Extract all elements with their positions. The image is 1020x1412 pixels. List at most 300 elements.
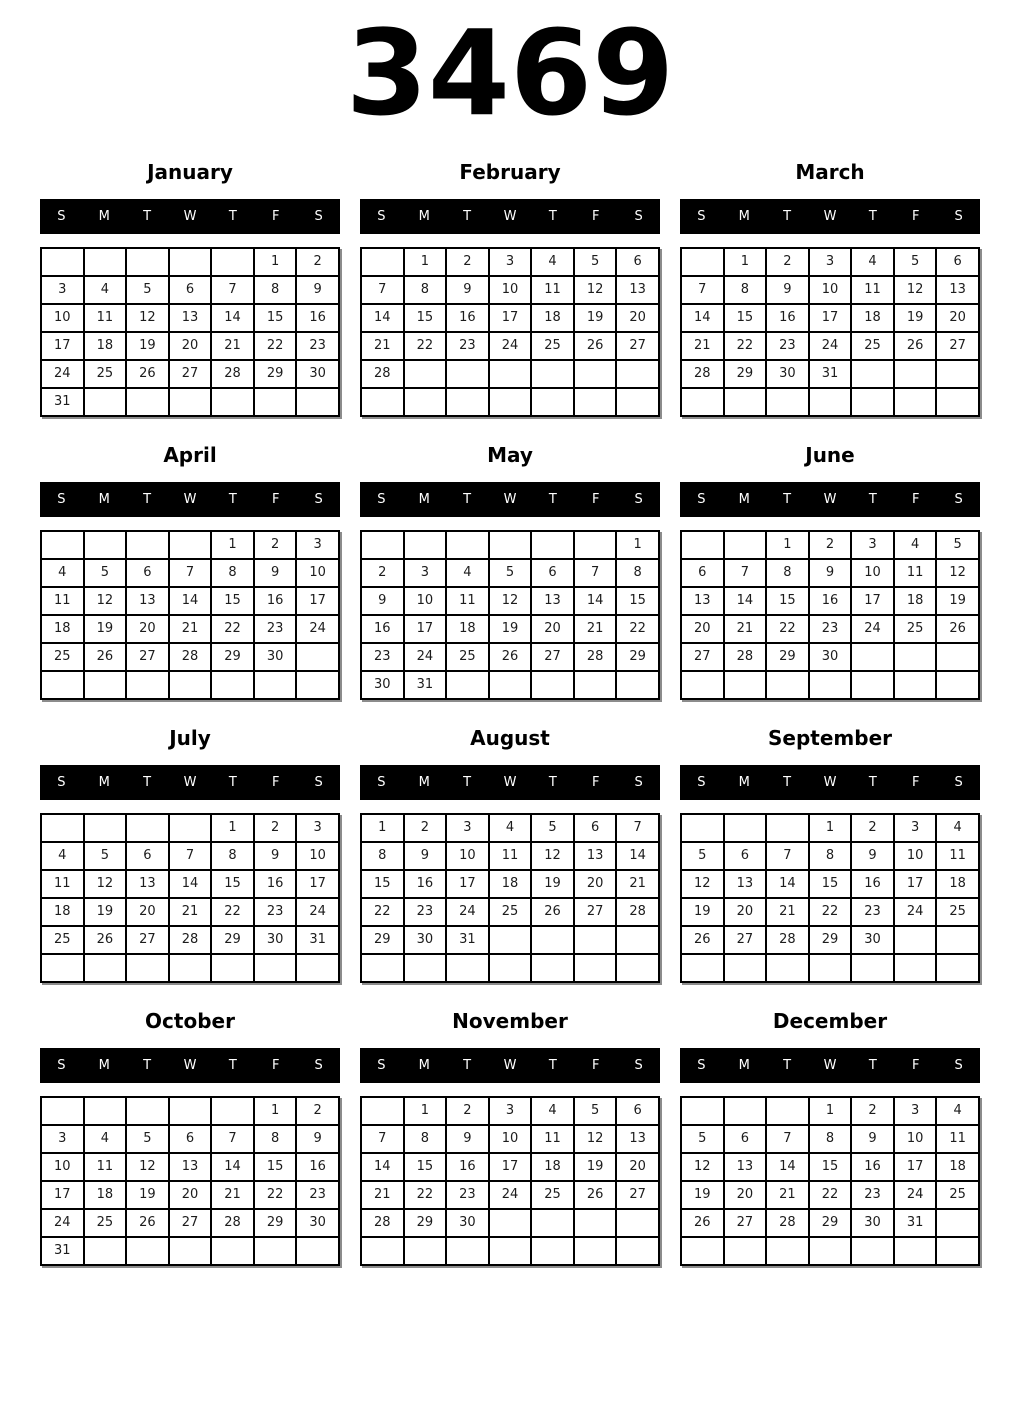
weekday-header-row: [40, 765, 340, 800]
day-cell: 26: [681, 926, 724, 954]
month-name: December: [772, 1008, 888, 1033]
week-row: [681, 954, 979, 982]
empty-day-cell: [616, 926, 659, 954]
day-cell: 24: [809, 332, 852, 360]
week-row: [361, 1125, 659, 1153]
empty-day-cell: [724, 954, 767, 982]
weekday-label: F: [911, 1057, 920, 1073]
empty-day-cell: [126, 388, 169, 416]
day-cell: 2: [446, 1097, 489, 1125]
day-cell: 1: [211, 814, 254, 842]
day-cell: 13: [936, 276, 979, 304]
empty-day-cell: [574, 926, 617, 954]
day-cell: 5: [531, 814, 574, 842]
weekday-label: M: [98, 491, 110, 507]
weekday-label: T: [783, 774, 792, 790]
day-cell: 12: [489, 587, 532, 615]
day-cell: 30: [296, 1209, 339, 1237]
day-cell: 6: [724, 842, 767, 870]
empty-day-cell: [616, 360, 659, 388]
day-cell: 11: [936, 1125, 979, 1153]
week-row: [681, 1125, 979, 1153]
day-cell: 29: [254, 1209, 297, 1237]
day-cell: 13: [126, 870, 169, 898]
day-cell: 23: [851, 1181, 894, 1209]
empty-day-cell: [574, 531, 617, 559]
day-cell: 13: [574, 842, 617, 870]
weekday-label: T: [868, 774, 877, 790]
week-row: [681, 276, 979, 304]
day-cell: 3: [489, 1097, 532, 1125]
empty-day-cell: [41, 671, 84, 699]
month-april: [40, 443, 340, 700]
day-cell: 6: [531, 559, 574, 587]
day-cell: 12: [126, 304, 169, 332]
weekday-label: T: [783, 208, 792, 224]
day-cell: 12: [574, 1125, 617, 1153]
week-row: [681, 870, 979, 898]
day-cell: 14: [681, 304, 724, 332]
day-cell: 16: [404, 870, 447, 898]
empty-day-cell: [936, 388, 979, 416]
empty-day-cell: [489, 1209, 532, 1237]
day-cell: 20: [126, 898, 169, 926]
day-cell: 1: [616, 531, 659, 559]
empty-day-cell: [361, 248, 404, 276]
day-cell: 22: [361, 898, 404, 926]
empty-day-cell: [361, 954, 404, 982]
week-row: [41, 954, 339, 982]
day-cell: 15: [809, 1153, 852, 1181]
day-cell: 29: [809, 1209, 852, 1237]
day-cell: 17: [404, 615, 447, 643]
week-row: [681, 332, 979, 360]
month-january: [40, 160, 340, 417]
month-february: [360, 160, 660, 417]
day-cell: 9: [254, 559, 297, 587]
day-cell: 6: [936, 248, 979, 276]
weekday-label: M: [418, 491, 430, 507]
weekday-label: W: [823, 1057, 837, 1073]
day-cell: 20: [724, 1181, 767, 1209]
day-cell: 3: [446, 814, 489, 842]
day-cell: 9: [361, 587, 404, 615]
empty-day-cell: [724, 671, 767, 699]
empty-day-cell: [211, 671, 254, 699]
empty-day-cell: [211, 954, 254, 982]
day-cell: 10: [296, 559, 339, 587]
empty-day-cell: [574, 360, 617, 388]
day-cell: 16: [254, 587, 297, 615]
day-cell: 9: [766, 276, 809, 304]
empty-day-cell: [894, 926, 937, 954]
empty-day-cell: [489, 360, 532, 388]
day-cell: 10: [296, 842, 339, 870]
empty-day-cell: [851, 1237, 894, 1265]
day-cell: 2: [361, 559, 404, 587]
week-row: [361, 1097, 659, 1125]
empty-day-cell: [296, 671, 339, 699]
empty-day-cell: [404, 360, 447, 388]
day-cell: 25: [936, 898, 979, 926]
week-row: [41, 531, 339, 559]
day-cell: 18: [446, 615, 489, 643]
day-cell: 26: [681, 1209, 724, 1237]
empty-day-cell: [41, 814, 84, 842]
day-cell: 25: [84, 360, 127, 388]
day-cell: 26: [936, 615, 979, 643]
weekday-label: T: [868, 491, 877, 507]
week-row: [681, 898, 979, 926]
day-cell: 19: [894, 304, 937, 332]
weekday-label: T: [783, 491, 792, 507]
day-cell: 13: [126, 587, 169, 615]
day-cell: 11: [84, 304, 127, 332]
day-cell: 22: [724, 332, 767, 360]
day-cell: 4: [894, 531, 937, 559]
day-cell: 12: [84, 870, 127, 898]
empty-day-cell: [211, 248, 254, 276]
day-cell: 6: [724, 1125, 767, 1153]
day-cell: 30: [254, 926, 297, 954]
day-cell: 12: [574, 276, 617, 304]
empty-day-cell: [84, 671, 127, 699]
empty-day-cell: [936, 954, 979, 982]
empty-day-cell: [126, 671, 169, 699]
day-cell: 29: [211, 643, 254, 671]
day-cell: 13: [681, 587, 724, 615]
day-cell: 10: [446, 842, 489, 870]
week-row: [681, 814, 979, 842]
week-row: [41, 814, 339, 842]
day-cell: 10: [894, 842, 937, 870]
day-cell: 23: [404, 898, 447, 926]
day-cell: 28: [724, 643, 767, 671]
day-cell: 18: [894, 587, 937, 615]
week-row: [681, 1097, 979, 1125]
empty-day-cell: [84, 814, 127, 842]
empty-day-cell: [211, 1237, 254, 1265]
month-day-grid: [360, 530, 660, 700]
month-day-grid: [40, 1096, 340, 1266]
day-cell: 7: [169, 842, 212, 870]
day-cell: 18: [489, 870, 532, 898]
day-cell: 28: [211, 360, 254, 388]
day-cell: 8: [766, 559, 809, 587]
week-row: [681, 842, 979, 870]
empty-day-cell: [724, 531, 767, 559]
day-cell: 16: [254, 870, 297, 898]
weekday-label: W: [183, 208, 197, 224]
empty-day-cell: [361, 1237, 404, 1265]
day-cell: 30: [361, 671, 404, 699]
day-cell: 2: [296, 1097, 339, 1125]
empty-day-cell: [766, 671, 809, 699]
day-cell: 4: [851, 248, 894, 276]
week-row: [681, 643, 979, 671]
weekday-header-row: [680, 199, 980, 234]
day-cell: 9: [296, 276, 339, 304]
week-row: [681, 1153, 979, 1181]
weekday-label: S: [634, 1057, 643, 1073]
empty-day-cell: [851, 954, 894, 982]
empty-day-cell: [936, 926, 979, 954]
empty-day-cell: [724, 388, 767, 416]
empty-day-cell: [126, 954, 169, 982]
week-row: [41, 926, 339, 954]
empty-day-cell: [126, 1097, 169, 1125]
day-cell: 14: [574, 587, 617, 615]
empty-day-cell: [766, 954, 809, 982]
day-cell: 27: [616, 1181, 659, 1209]
day-cell: 16: [851, 1153, 894, 1181]
month-name: November: [452, 1008, 568, 1033]
day-cell: 11: [894, 559, 937, 587]
weekday-label: T: [143, 208, 152, 224]
day-cell: 28: [361, 360, 404, 388]
day-cell: 23: [809, 615, 852, 643]
weekday-label: S: [697, 1057, 706, 1073]
week-row: [361, 388, 659, 416]
day-cell: 16: [296, 304, 339, 332]
weekday-label: M: [738, 491, 750, 507]
day-cell: 8: [254, 276, 297, 304]
day-cell: 19: [936, 587, 979, 615]
day-cell: 22: [809, 898, 852, 926]
empty-day-cell: [766, 1097, 809, 1125]
day-cell: 15: [404, 304, 447, 332]
day-cell: 9: [851, 842, 894, 870]
day-cell: 25: [41, 926, 84, 954]
week-row: [361, 671, 659, 699]
day-cell: 17: [296, 587, 339, 615]
empty-day-cell: [809, 1237, 852, 1265]
day-cell: 28: [766, 926, 809, 954]
weekday-label: W: [823, 208, 837, 224]
day-cell: 13: [724, 1153, 767, 1181]
day-cell: 8: [254, 1125, 297, 1153]
weekday-label: T: [548, 208, 557, 224]
day-cell: 21: [211, 1181, 254, 1209]
day-cell: 10: [41, 304, 84, 332]
day-cell: 16: [446, 304, 489, 332]
day-cell: 1: [809, 1097, 852, 1125]
empty-day-cell: [41, 248, 84, 276]
empty-day-cell: [446, 360, 489, 388]
day-cell: 19: [681, 898, 724, 926]
day-cell: 19: [84, 615, 127, 643]
weekday-label: T: [548, 774, 557, 790]
day-cell: 20: [616, 304, 659, 332]
month-june: [680, 443, 980, 700]
day-cell: 20: [126, 615, 169, 643]
empty-day-cell: [84, 954, 127, 982]
day-cell: 7: [681, 276, 724, 304]
day-cell: 6: [169, 1125, 212, 1153]
empty-day-cell: [446, 388, 489, 416]
month-july: [40, 726, 340, 983]
week-row: [361, 332, 659, 360]
day-cell: 13: [616, 276, 659, 304]
day-cell: 13: [169, 1153, 212, 1181]
week-row: [41, 1153, 339, 1181]
month-day-grid: [680, 813, 980, 983]
empty-day-cell: [574, 1209, 617, 1237]
week-row: [41, 248, 339, 276]
day-cell: 3: [809, 248, 852, 276]
day-cell: 22: [404, 1181, 447, 1209]
day-cell: 13: [169, 304, 212, 332]
day-cell: 14: [724, 587, 767, 615]
day-cell: 7: [361, 276, 404, 304]
day-cell: 2: [254, 531, 297, 559]
day-cell: 21: [681, 332, 724, 360]
month-name: September: [768, 725, 892, 750]
day-cell: 7: [766, 842, 809, 870]
weekday-label: S: [954, 208, 963, 224]
week-row: [361, 814, 659, 842]
month-day-grid: [40, 247, 340, 417]
day-cell: 18: [84, 1181, 127, 1209]
day-cell: 31: [296, 926, 339, 954]
day-cell: 1: [766, 531, 809, 559]
empty-day-cell: [809, 388, 852, 416]
week-row: [41, 587, 339, 615]
weekday-label: F: [591, 208, 600, 224]
day-cell: 16: [296, 1153, 339, 1181]
day-cell: 7: [361, 1125, 404, 1153]
empty-day-cell: [531, 388, 574, 416]
day-cell: 3: [404, 559, 447, 587]
day-cell: 5: [126, 1125, 169, 1153]
weekday-label: F: [911, 774, 920, 790]
day-cell: 28: [681, 360, 724, 388]
day-cell: 17: [489, 304, 532, 332]
weekday-label: T: [548, 1057, 557, 1073]
day-cell: 5: [681, 842, 724, 870]
day-cell: 4: [84, 276, 127, 304]
day-cell: 2: [766, 248, 809, 276]
week-row: [361, 1181, 659, 1209]
day-cell: 24: [894, 898, 937, 926]
day-cell: 6: [616, 1097, 659, 1125]
day-cell: 23: [296, 332, 339, 360]
day-cell: 7: [616, 814, 659, 842]
empty-day-cell: [531, 1209, 574, 1237]
week-row: [361, 1153, 659, 1181]
empty-day-cell: [851, 388, 894, 416]
empty-day-cell: [296, 954, 339, 982]
year-title: 3469: [345, 4, 675, 142]
weekday-label: S: [314, 1057, 323, 1073]
empty-day-cell: [681, 1097, 724, 1125]
day-cell: 18: [41, 898, 84, 926]
day-cell: 9: [404, 842, 447, 870]
weekday-label: S: [954, 774, 963, 790]
day-cell: 26: [894, 332, 937, 360]
day-cell: 26: [574, 332, 617, 360]
weekday-label: S: [634, 491, 643, 507]
day-cell: 17: [446, 870, 489, 898]
day-cell: 3: [41, 276, 84, 304]
empty-day-cell: [41, 531, 84, 559]
day-cell: 29: [361, 926, 404, 954]
day-cell: 21: [616, 870, 659, 898]
day-cell: 21: [169, 615, 212, 643]
week-row: [41, 671, 339, 699]
weekday-label: F: [271, 1057, 280, 1073]
day-cell: 28: [211, 1209, 254, 1237]
empty-day-cell: [489, 926, 532, 954]
day-cell: 20: [169, 1181, 212, 1209]
day-cell: 31: [41, 1237, 84, 1265]
day-cell: 22: [404, 332, 447, 360]
week-row: [681, 671, 979, 699]
day-cell: 15: [361, 870, 404, 898]
day-cell: 6: [574, 814, 617, 842]
day-cell: 9: [446, 1125, 489, 1153]
empty-day-cell: [489, 1237, 532, 1265]
empty-day-cell: [126, 1237, 169, 1265]
day-cell: 28: [169, 643, 212, 671]
weekday-label: T: [783, 1057, 792, 1073]
day-cell: 16: [851, 870, 894, 898]
month-name: January: [147, 159, 233, 184]
day-cell: 2: [254, 814, 297, 842]
day-cell: 14: [766, 870, 809, 898]
week-row: [41, 1097, 339, 1125]
week-row: [361, 1237, 659, 1265]
week-row: [361, 559, 659, 587]
month-day-grid: [360, 247, 660, 417]
weekday-header-row: [360, 482, 660, 517]
empty-day-cell: [169, 388, 212, 416]
day-cell: 13: [531, 587, 574, 615]
empty-day-cell: [254, 954, 297, 982]
day-cell: 5: [574, 248, 617, 276]
empty-day-cell: [169, 671, 212, 699]
weekday-label: W: [503, 774, 517, 790]
day-cell: 23: [766, 332, 809, 360]
day-cell: 13: [616, 1125, 659, 1153]
day-cell: 11: [851, 276, 894, 304]
day-cell: 15: [766, 587, 809, 615]
day-cell: 11: [41, 870, 84, 898]
day-cell: 16: [766, 304, 809, 332]
weekday-label: S: [314, 491, 323, 507]
week-row: [41, 870, 339, 898]
empty-day-cell: [254, 1237, 297, 1265]
day-cell: 30: [809, 643, 852, 671]
day-cell: 17: [809, 304, 852, 332]
weekday-label: M: [98, 1057, 110, 1073]
day-cell: 28: [361, 1209, 404, 1237]
day-cell: 12: [681, 1153, 724, 1181]
day-cell: 15: [254, 304, 297, 332]
day-cell: 6: [616, 248, 659, 276]
day-cell: 9: [446, 276, 489, 304]
day-cell: 21: [766, 898, 809, 926]
week-row: [41, 842, 339, 870]
empty-day-cell: [616, 388, 659, 416]
week-row: [41, 304, 339, 332]
day-cell: 17: [489, 1153, 532, 1181]
empty-day-cell: [531, 954, 574, 982]
empty-day-cell: [361, 388, 404, 416]
weekday-label: F: [591, 491, 600, 507]
month-name: October: [145, 1008, 235, 1033]
weekday-label: S: [377, 1057, 386, 1073]
